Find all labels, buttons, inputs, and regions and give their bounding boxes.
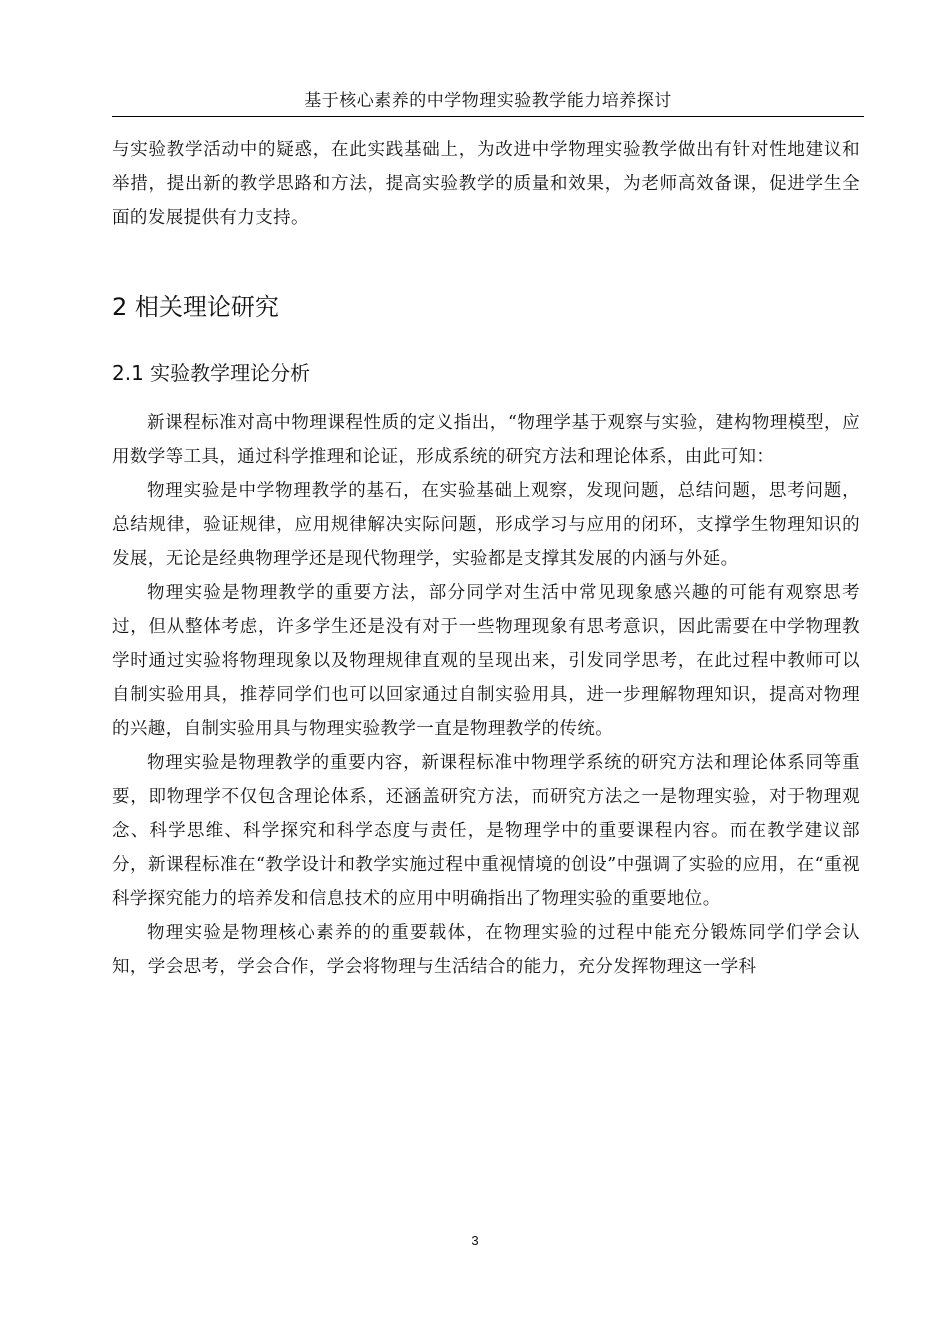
running-header-title: 基于核心素养的中学物理实验教学能力培养探讨 <box>304 91 672 111</box>
subsection-heading: 2.1 实验教学理论分析 <box>112 361 311 385</box>
header-divider <box>112 116 864 117</box>
body-paragraph-4: 物理实验是物理教学的重要内容，新课程标准中物理学系统的研究方法和理论体系同等重要，即物理学不仅包含理论体系，还涵盖研究方法，而研究方法之一是物理实验，对于物理观念、科学思维、科学探究和科学态度与责任，是物理学中的重要课程内容。而在教学建议部分，新课程标准在“教学设计和教学实施过程中重视情境的创设”中强调了实验的应用，在“重视科学探究能力的培养发和信息技术的应用中明确指出了物理实验的重要地位。 <box>112 753 860 909</box>
intro-paragraph: 与实验教学活动中的疑惑，在此实践基础上，为改进中学物理实验教学做出有针对性地建议和举措，提出新的教学思路和方法，提高实验教学的质量和效果，为老师高效备课，促进学生全面的发展提供有力支持。 <box>112 140 860 228</box>
body-paragraph-1: 新课程标准对高中物理课程性质的定义指出，“物理学基于观察与实验，建构物理模型，应用数学等工具，通过科学推理和论证，形成系统的研究方法和理论体系，由此可知： <box>112 413 860 467</box>
intro-paragraph-block <box>112 133 860 235</box>
body-paragraph-3: 物理实验是物理教学的重要方法，部分同学对生活中常见现象感兴趣的可能有观察思考过，但从整体考虑，许多学生还是没有对于一些物理现象有思考意识，因此需要在中学物理教学时通过实验将物理现象以及物理规律直观的呈现出来，引发同学思考，在此过程中教师可以自制实验用具，推荐同学们也可以回家通过自制实验用具，进一步理解物理知识，提高对物理的兴趣，自制实验用具与物理实验教学一直是物理教学的传统。 <box>112 583 860 739</box>
body-paragraph-2: 物理实验是中学物理教学的基石，在实验基础上观察，发现问题，总结问题，思考问题，总结规律，验证规律，应用规律解决实际问题，形成学习与应用的闭环，支撑学生物理知识的发展，无论是经典物理学还是现代物理学，实验都是支撑其发展的内涵与外延。 <box>112 481 860 569</box>
subsection-body <box>112 406 860 984</box>
body-paragraph-5: 物理实验是物理核心素养的的重要载体，在物理实验的过程中能充分锻炼同学们学会认知，学会思考，学会合作，学会将物理与生活结合的能力，充分发挥物理这一学科 <box>112 923 860 977</box>
page-number: 3 <box>471 1233 479 1248</box>
section-heading: 2 相关理论研究 <box>112 293 279 321</box>
